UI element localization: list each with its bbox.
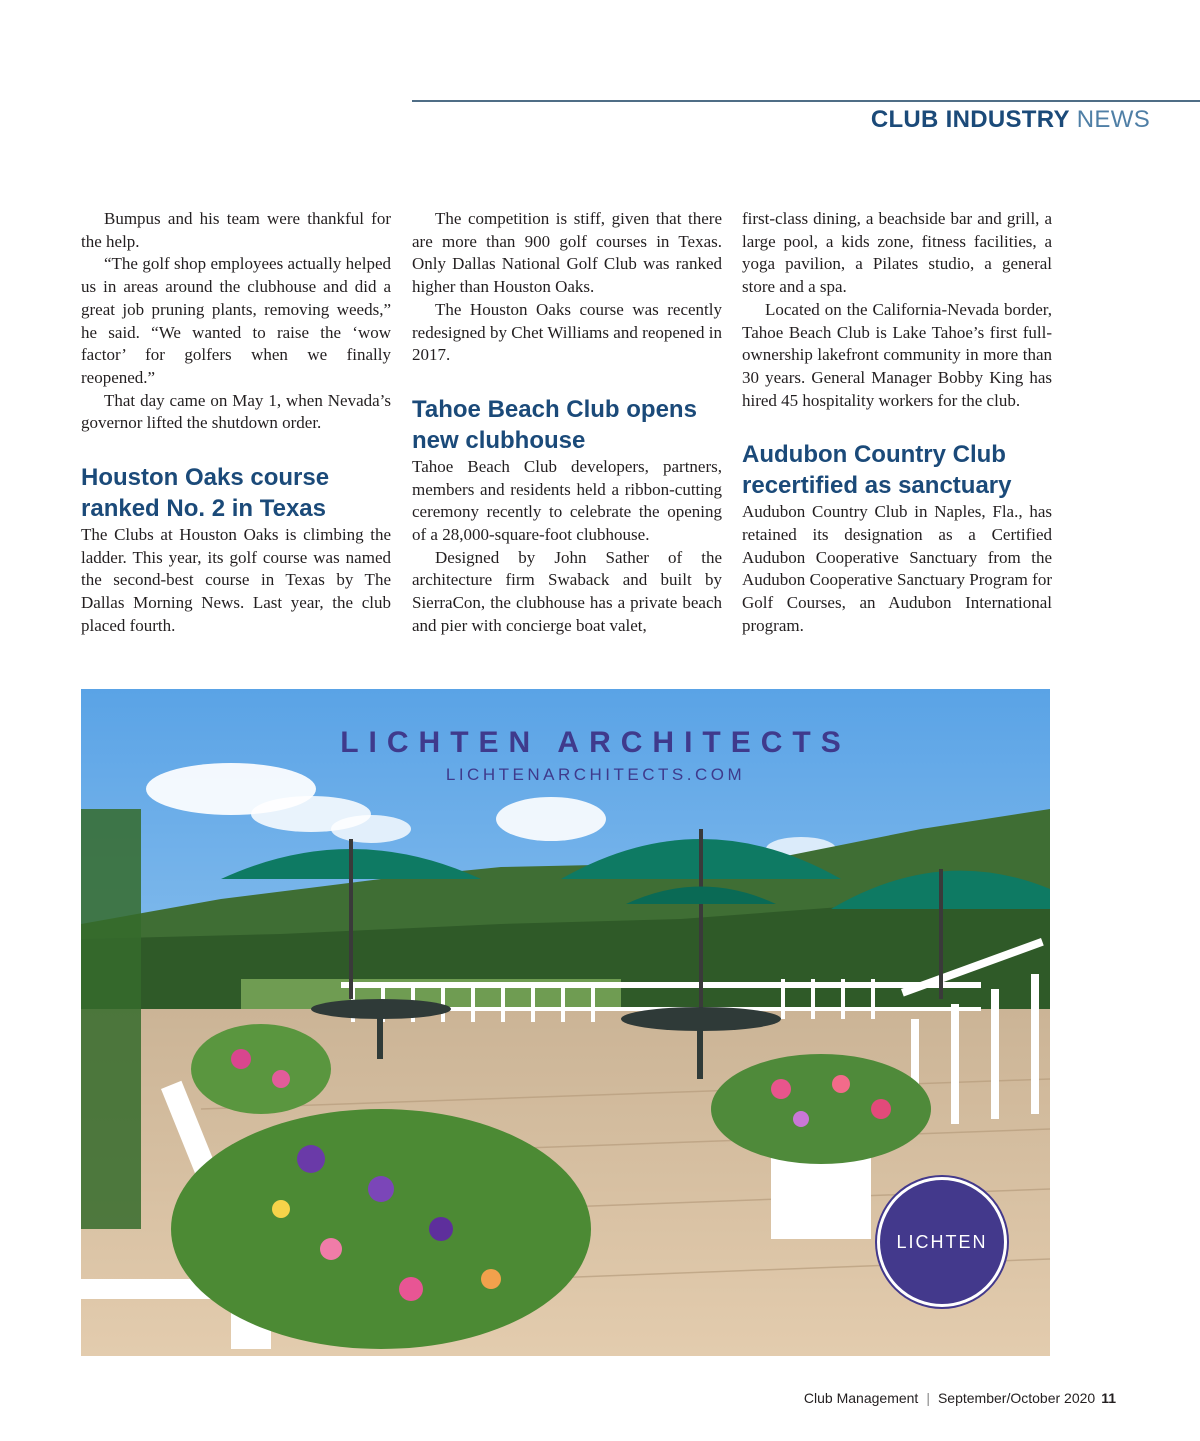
section-label-strong: CLUB INDUSTRY bbox=[870, 106, 1070, 133]
tree-left bbox=[81, 809, 141, 1229]
footer-separator: | bbox=[926, 1390, 930, 1406]
paragraph: Tahoe Beach Club developers, partners, members and residents held a ribbon-cutting ceremony recently to celebrate the opening of a 28,000-square-foot clubhouse. bbox=[412, 456, 722, 545]
lichten-logo-badge bbox=[877, 1177, 1007, 1307]
article-column-2 bbox=[412, 208, 722, 638]
headline-tahoe-beach-club: Tahoe Beach Club opens new clubhouse bbox=[412, 395, 697, 454]
page-footer bbox=[804, 1390, 1116, 1406]
footer-publication: Club Management bbox=[803, 1390, 919, 1406]
cloud bbox=[496, 797, 606, 841]
paragraph: Designed by John Sather of the architecture firm Swaback and built by SierraCon, the clubhouse has a private beach and pier with concierge boat valet, bbox=[412, 547, 722, 635]
lichten-logo-text: LICHTEN bbox=[896, 1231, 988, 1252]
paragraph: first-class dining, a beachside bar and grill, a large pool, a kids zone, fitness facilities, a yoga pavilion, a Pilates studio, a general store and a spa. bbox=[742, 209, 1052, 297]
paragraph: Located on the California-Nevada border, Tahoe Beach Club is Lake Tahoe’s first full-ownership lakefront community in more than 30 years. General Manager Bobby King has hired 45 hospitality workers for the club. bbox=[742, 299, 1052, 410]
ad-url-link[interactable]: LICHTENARCHITECTS.COM bbox=[445, 765, 746, 784]
paragraph: The competition is stiff, given that there are more than 900 golf courses in Texas. Only Dallas National Golf Club was ranked higher than Houston Oaks. bbox=[412, 209, 722, 297]
article-column-1 bbox=[81, 208, 391, 638]
footer-page-number: 11 bbox=[1101, 1390, 1116, 1406]
paragraph: Audubon Country Club in Naples, Fla., has retained its designation as a Certified Audubon Cooperative Sanctuary from the Audubon Cooperative Sanctuary Program for Golf Courses, an Audubon International program. bbox=[742, 502, 1052, 635]
section-label-light: NEWS bbox=[1076, 106, 1150, 133]
section-label bbox=[871, 106, 1150, 134]
article-column-3 bbox=[742, 208, 1052, 638]
headline-audubon: Audubon Country Club recertified as sanctuary bbox=[742, 441, 1012, 500]
cloud bbox=[331, 815, 411, 843]
headline-houston-oaks: Houston Oaks course ranked No. 2 in Texas bbox=[81, 464, 330, 523]
paragraph: Bumpus and his team were thankful for the help. bbox=[81, 209, 391, 251]
paragraph: The Clubs at Houston Oaks is climbing the ladder. This year, its golf course was named the second-best course in Texas by The Dallas Morning News. Last year, the club placed fourth. bbox=[81, 525, 391, 635]
header-rule bbox=[412, 100, 1200, 102]
paragraph: “The golf shop employees actually helped us in areas around the clubhouse and did a great job pruning plants, removing weeds,” he said. “We wanted to raise the ‘wow factor’ for golfers when we finally reopened.” bbox=[81, 254, 391, 387]
lichten-advertisement[interactable] bbox=[81, 689, 1050, 1356]
paragraph: That day came on May 1, when Nevada’s governor lifted the shutdown order. bbox=[81, 390, 391, 433]
footer-issue: September/October 2020 bbox=[937, 1390, 1096, 1406]
ad-title: LICHTEN ARCHITECTS bbox=[340, 726, 851, 759]
paragraph: The Houston Oaks course was recently redesigned by Chet Williams and reopened in 2017. bbox=[412, 299, 722, 365]
